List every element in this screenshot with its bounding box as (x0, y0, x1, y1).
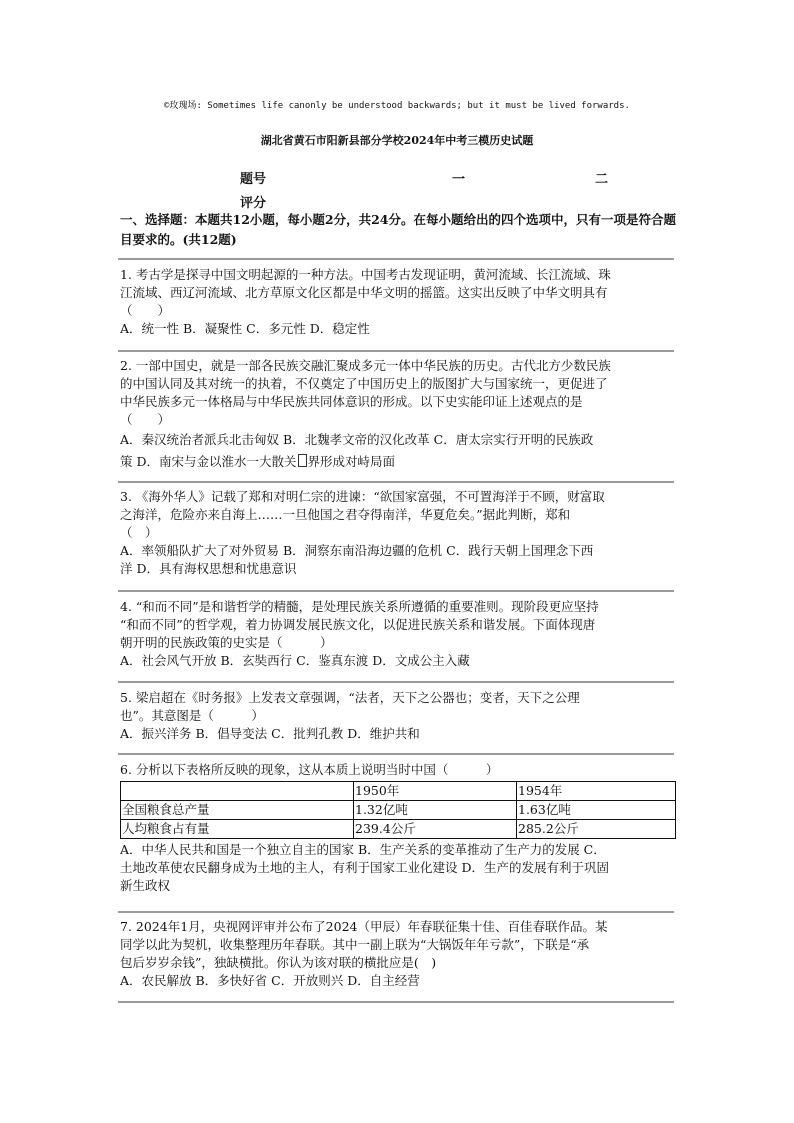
divider (118, 1001, 674, 1003)
score-header-part2: 二 (595, 172, 609, 187)
divider (118, 350, 674, 352)
score-header-part1: 一 (452, 172, 466, 187)
divider (118, 258, 674, 260)
table-cell: 239.4公斤 (354, 820, 517, 839)
question-text: “和而不同”的哲学观，着力协调发展民族文化，以促进民族关系和谐发展。下面体现唐 (120, 617, 596, 632)
table-header-row (121, 782, 676, 801)
table-cell: 1.63亿吨 (517, 801, 676, 820)
table-row (121, 801, 676, 820)
answer-options: A．农民解放 B．多快好省 C．开放则兴 D．自主经营 (120, 973, 420, 988)
question-text: 也”。其意图是（ ） (120, 708, 264, 723)
table-cell: 人均粮食占有量 (121, 820, 354, 839)
question-text: 中华民族多元一体格局与中华民族共同体意识的形成。以下史实能印证上述观点的是 (120, 394, 583, 409)
table-row (121, 820, 676, 839)
answer-options: 洋 D．具有海权思想和忧患意识 (120, 561, 297, 576)
answer-options: 土地改革使农民翻身成为土地的主人，有利于国家工业化建设 D．生产的发展有利于巩固 (120, 860, 609, 875)
question-7 (120, 918, 676, 990)
score-table (240, 168, 640, 216)
answer-options: A．统一性 B．凝聚性 C．多元性 D．稳定性 (120, 321, 370, 336)
question-text: 4. “和而不同”是和谐哲学的精髓，是处理民族关系所遵循的重要准则。现阶段更应坚持 (120, 599, 599, 614)
divider (118, 911, 674, 913)
answer-options: A．中华人民共和国是一个独立自主的国家 B．生产关系的变革推动了生产力的发展 C． (120, 842, 606, 857)
missing-glyph-box (298, 454, 307, 467)
question-text: 1. 考古学是探寻中国文明起源的一种方法。中国考古发现证明，黄河流域、长江流域、珠 (120, 267, 611, 282)
divider (118, 753, 674, 755)
answer-options: 新生政权 (120, 878, 171, 893)
question-3 (120, 488, 676, 578)
answer-options-part: 界形成对峙局面 (307, 454, 396, 469)
section-heading: 一、选择题：本题共12小题，每小题2分，共24分。在每小题给出的四个选项中，只有一项是符合题目要求的。(共12题) (120, 212, 676, 247)
answer-options-part: 策 D．南宋与金以淮水一大散关 (120, 454, 297, 469)
table-cell: 全国粮食总产量 (121, 801, 354, 820)
question-text: 6. 分析以下表格所反映的现象，这从本质上说明当时中国（ ） (120, 762, 499, 777)
table-cell: 1950年 (354, 782, 517, 801)
question-2 (120, 357, 676, 471)
answer-options: A．振兴洋务 B．倡导变法 C．批判孔教 D．维护共和 (120, 726, 420, 741)
answer-bracket: （ ） (120, 525, 158, 540)
score-header-label: 题号 (240, 172, 267, 187)
page-title: 湖北省黄石市阳新县部分学校2024年中考三模历史试题 (260, 134, 534, 147)
answer-options (120, 453, 676, 471)
question-text: 朝开明的民族政策的史实是（ ） (120, 635, 333, 650)
answer-options: A．社会风气开放 B．玄奘西行 C．鉴真东渡 D．文成公主入藏 (120, 653, 470, 668)
table-cell: 285.2公斤 (517, 820, 676, 839)
score-row-label: 评分 (240, 196, 267, 211)
answer-options: A．率领船队扩大了对外贸易 B．洞察东南沿海边疆的危机 C．践行天朝上国理念下西 (120, 543, 594, 558)
question-1 (120, 266, 676, 338)
question-text: 3. 《海外华人》记载了郑和对明仁宗的进谏：“欲国家富强，不可置海洋于不顾，财富取 (120, 489, 605, 504)
question-text: 的中国认同及其对统一的执着，不仅奠定了中国历史上的版图扩大与国家统一，更促进了 (120, 376, 608, 391)
divider (118, 681, 674, 683)
question-text: 5. 梁启超在《时务报》上发表文章强调，“法者，天下之公器也；变者，天下之公理 (120, 690, 580, 705)
table-cell: 1.32亿吨 (354, 801, 517, 820)
data-table (120, 781, 676, 839)
table-cell: 1954年 (517, 782, 676, 801)
question-text: 2. 一部中国史，就是一部各民族交融汇聚成多元一体中华民族的历史。古代北方少数民族 (120, 358, 611, 373)
question-5 (120, 689, 676, 743)
answer-bracket: （ ） (120, 412, 171, 427)
question-4 (120, 598, 676, 670)
question-text: 7. 2024年1月，央视网评审并公布了2024（甲辰）年春联征集十佳、百佳春联作品。某 (120, 919, 608, 934)
question-text: 同学以此为契机，收集整理历年春联。其中一副上联为“大锅饭年年亏款”，下联是“承 (120, 937, 590, 952)
question-text: 江流域、西辽河流域、北方草原文化区都是中华文明的摇篮。这实出反映了中华文明具有 (120, 285, 608, 300)
score-table-header-row (240, 168, 640, 192)
divider (118, 481, 674, 483)
question-6 (120, 761, 676, 895)
table-cell (121, 782, 354, 801)
question-text: 包后岁岁余钱”，独缺横批。你认为该对联的横批应是( ) (120, 955, 437, 970)
divider (118, 590, 674, 592)
answer-bracket: （ ） (120, 303, 171, 318)
header-motto: ©玫瑰场: Sometimes life canonly be understood backwards; but it must be lived forwards. (164, 101, 630, 111)
question-text: 之海洋，危险亦来自海上……一旦他国之君夺得南洋，华夏危矣。”据此判断，郑和 (120, 507, 571, 522)
answer-options: A．秦汉统治者派兵北击匈奴 B．北魏孝文帝的汉化改革 C．唐太宗实行开明的民族政 (120, 432, 594, 447)
